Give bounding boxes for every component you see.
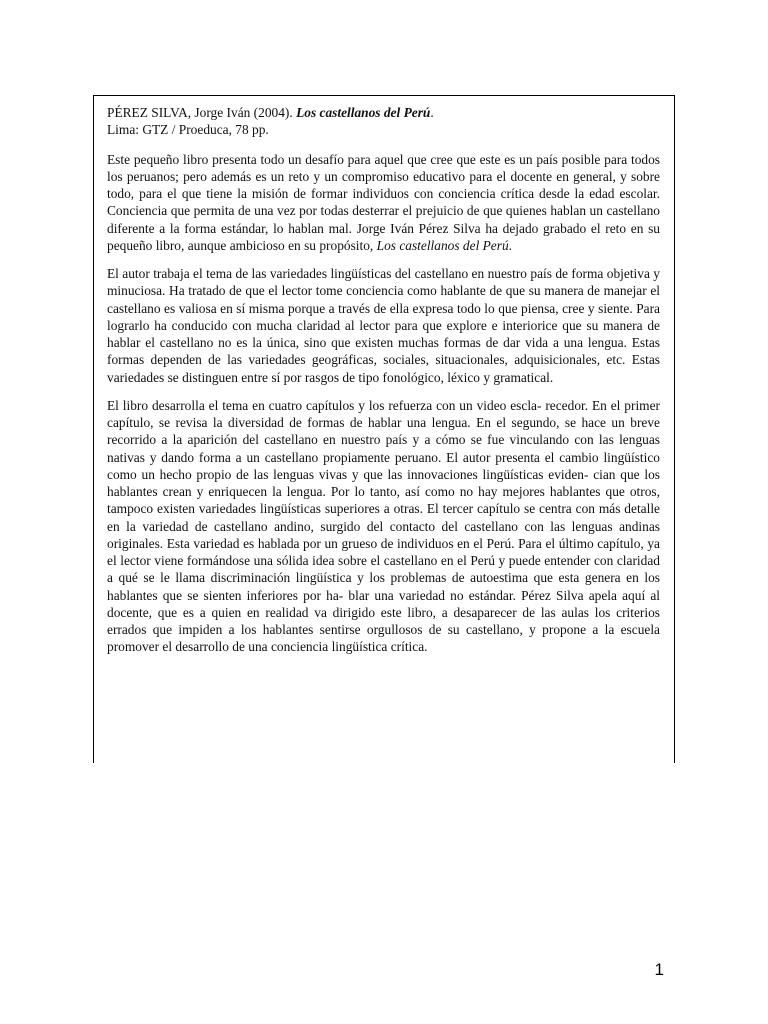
bibliographic-reference [107,104,660,139]
review-content [107,104,660,667]
paragraph-2 [107,265,660,386]
paragraph-1 [107,151,660,255]
paragraph-2-text: El autor trabaja el tema de las variedades lingüísticas del castellano en nuestro país de forma objetiva y minuciosa. Ha tratado de que el lector tome conciencia como hablante de que su manera de manejar el castellano es valiosa en sí misma porque a través de ella expresa todo lo que piensa, cree y siente. Para lograrlo ha conducido con mucha claridad al lector para que explore e interiorice que su manera de hablar el castellano no es la única, sino que existen muchas formas de dar vida a una lengua. Estas formas dependen de las variedades geográficas, sociales, situacionales, adquisicionales, etc. Estas variedades se distinguen entre sí por rasgos de tipo fonológico, léxico y gramatical. [107,266,660,385]
paragraph-1-end: . [508,237,513,253]
reference-publisher: Lima: GTZ / Proeduca, 78 pp. [107,122,269,138]
paragraph-1-text: Este pequeño libro presenta todo un desafío para aquel que cree que este es un país posible para todos los peruanos; pero además es un reto y un compromiso educativo para el docente en general, y sobre todo, para el que tiene la misión de formar individuos con conciencia crítica desde la edad escolar. Conciencia que permita de una vez por todas desterrar el prejuicio de que quienes hablan un castellano diferente a la forma estándar, lo hablan mal. Jorge Iván Pérez Silva ha dejado grabado el reto en su pequeño libro, aunque ambicioso en su propósito, [107,151,660,253]
paragraph-3 [107,397,660,656]
reference-title: Los castellanos del Perú [296,105,431,120]
paragraph-1-book-title: Los castellanos del Perú [376,237,509,253]
reference-author: PÉREZ SILVA, Jorge Iván (2004). [107,105,297,120]
reference-title-end: . [430,105,434,120]
page-number: 1 [654,960,664,979]
paragraph-3-text: El libro desarrolla el tema en cuatro capítulos y los refuerza con un video escla- recedor. En el primer capítulo, se revisa la diversidad de formas de hablar una lengua. En el segundo, se hace un breve recorrido a la aparición del castellano en nuestro país y a cómo se fue vinculando con las lenguas nativas y dando forma a un castellano propiamente peruano. El autor presenta el cambio lingüístico como un hecho propio de las lenguas vivas y que las innovaciones lingüísticas eviden- cian que los hablantes crean y enriquecen la lengua. Por lo tanto, así como no hay mejores hablantes que otros, tampoco existen variedades lingüísticas superiores a otras. El tercer capítulo se centra con más detalle en la variedad de castellano andino, surgido del contacto del castellano con las lenguas andinas originales. Esta variedad es hablada por un grueso de individuos en el Perú. Para el último capítulo, ya el lector viene formándose una sólida idea sobre el castellano en el Perú y puede entender con claridad a qué se le llama discriminación lingüística y los problemas de autoestima que esta genera en los hablantes que se sienten inferiores por ha- blar una variedad no estándar. Pérez Silva apela aquí al docente, que es a quien en realidad va dirigido este libro, a desaparecer de las aulas los criterios errados que impiden a los hablantes sentirse orgullosos de su castellano, y propone a la escuela promover el desarrollo de una conciencia lingüística crítica. [107,397,660,655]
